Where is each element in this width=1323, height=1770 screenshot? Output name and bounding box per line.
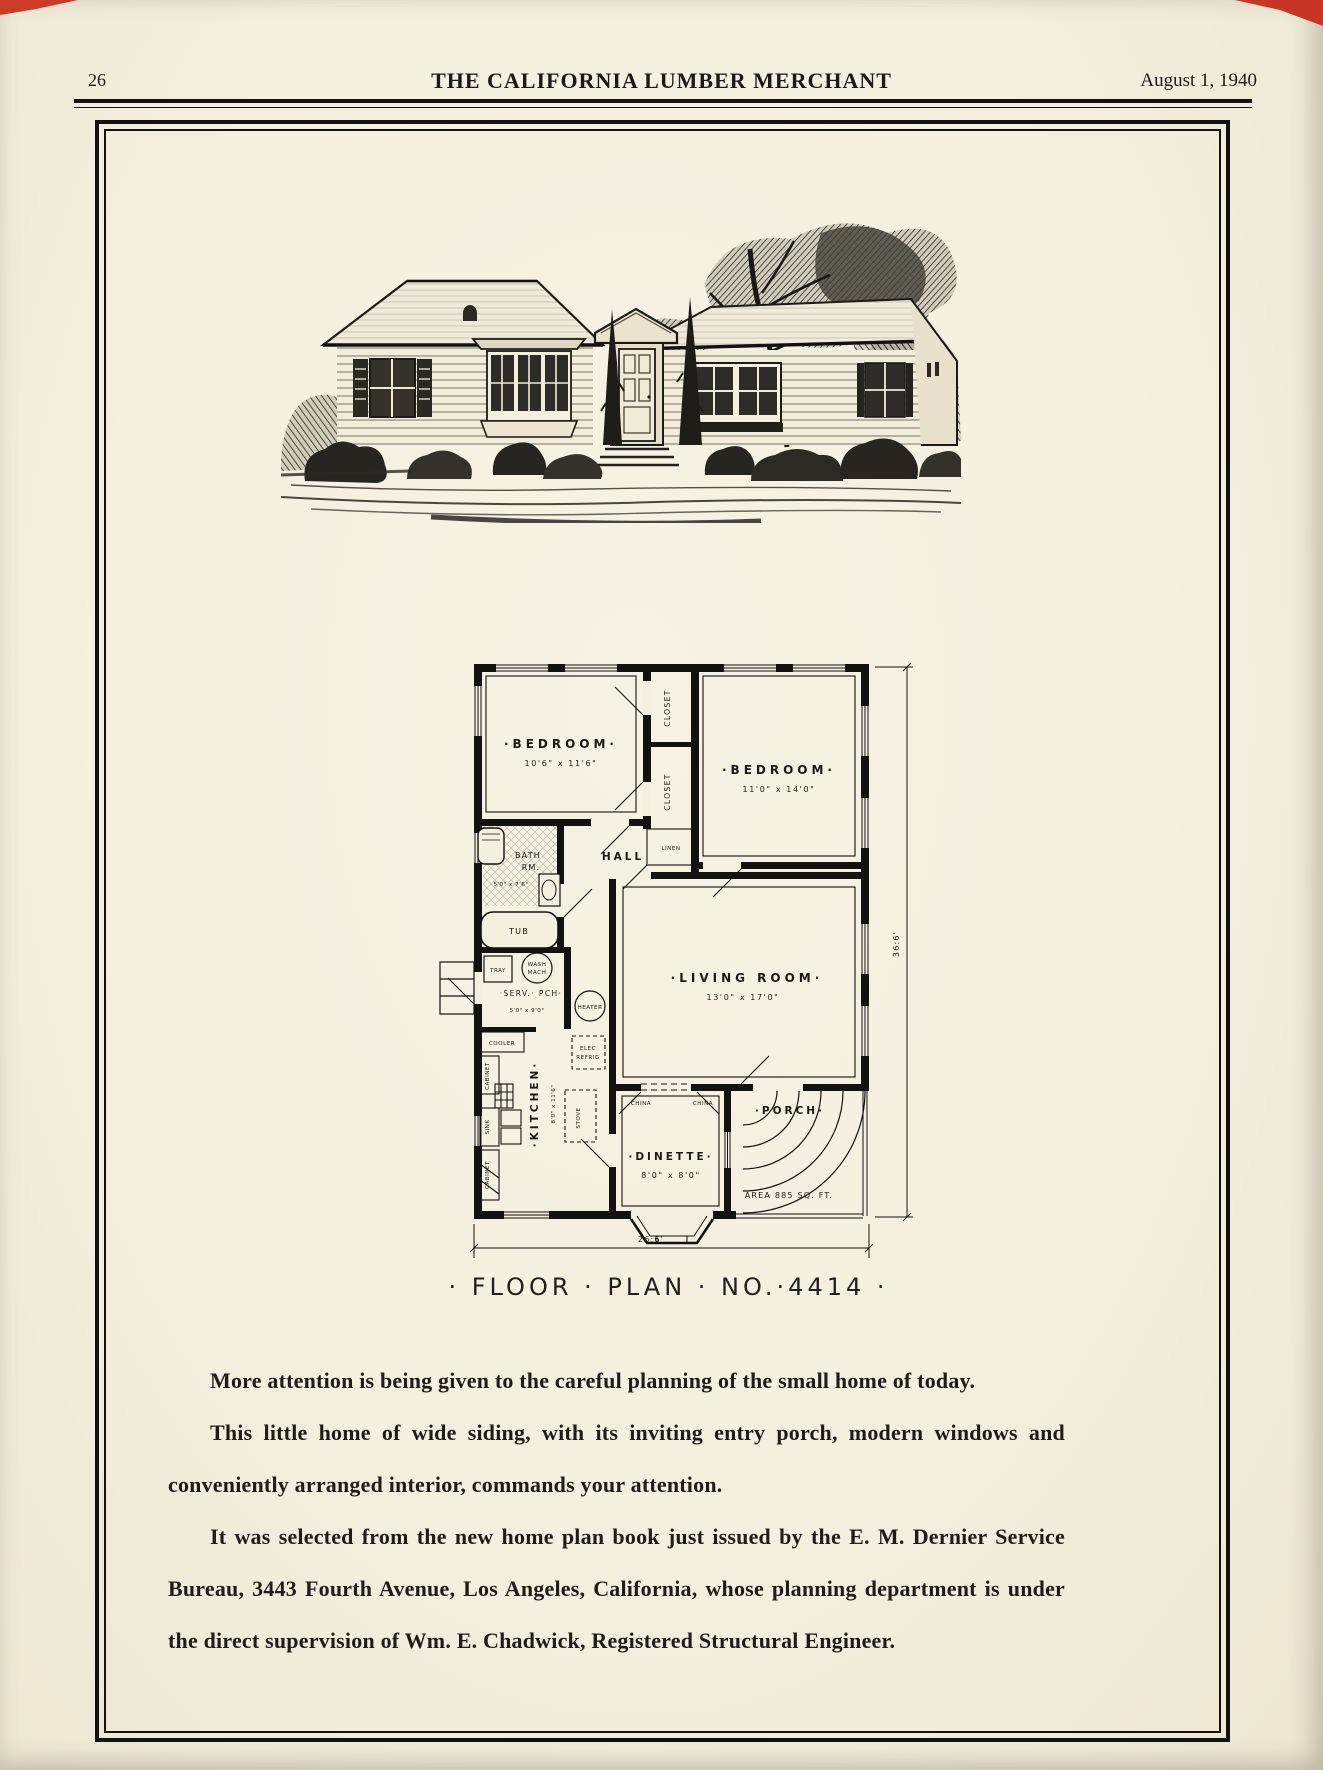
article-paragraph-2: This little home of wide siding, with its inviting entry porch, modern windows and conveniently arranged interior, commands your attention.: [168, 1420, 1065, 1497]
cabinet-upper-label: CABINET: [484, 1062, 491, 1090]
far-right-window: [857, 363, 913, 417]
left-block: [323, 281, 603, 445]
dinette-label: ·DINETTE·: [627, 1151, 714, 1163]
depth-dimension: 36:6': [891, 930, 901, 958]
entry-steps: [595, 449, 679, 465]
bay-window: [473, 339, 585, 437]
heater-label: HEATER: [577, 1005, 602, 1011]
cabinet-lower-label: CABINET: [484, 1161, 491, 1189]
article-paragraph-3: It was selected from the new home plan book just issued by the E. M. Dernier Service Bureau, 3443 Fourth Avenue, Los Angeles, California, whose planning department is under the direct supervision of Wm. E. Chadwick, Registered Structural Engineer.: [168, 1524, 1065, 1653]
article-text: [168, 1355, 1065, 1667]
bath-label-1: BATH: [514, 851, 541, 860]
living-room-dims: 13'0" x 17'0": [706, 993, 779, 1002]
plate-content: [106, 131, 1219, 1731]
bath-dims: 5'0" x 7'6": [493, 882, 528, 888]
kitchen-label: ·KITCHEN·: [528, 1060, 541, 1148]
china-right-label: CHINA: [692, 1101, 713, 1107]
living-room-label: ·LIVING ROOM·: [670, 971, 823, 985]
bedroom-left-dims: 10'6" x 11'6": [524, 759, 597, 768]
linen-label: LINEN: [660, 846, 681, 852]
bedroom-right-label: ·BEDROOM·: [721, 763, 836, 777]
page-number: 26: [88, 70, 106, 90]
width-dimension: 26:6': [637, 1235, 664, 1244]
publication-title: THE CALIFORNIA LUMBER MERCHANT: [431, 68, 892, 93]
plate-frame: [95, 120, 1230, 1742]
header-rule-heavy: [74, 99, 1252, 103]
sink-label: SINK: [484, 1119, 491, 1135]
refrigerator-label-2: REFRIG: [575, 1055, 600, 1061]
header-rule-thin: [74, 107, 1252, 108]
china-left-label: CHINA: [630, 1101, 651, 1107]
refrigerator-label-1: ELEC: [579, 1046, 596, 1052]
floor-plan-caption: · FLOOR · PLAN · NO.·4414 ·: [448, 1273, 889, 1301]
cooler-label: COOLER: [488, 1041, 515, 1047]
bedroom-left-label: ·BEDROOM·: [503, 737, 618, 751]
kitchen-dims: 8'0" x 11'6": [550, 1084, 557, 1124]
plate-frame-inner: [104, 129, 1221, 1733]
entry-canopy: [595, 309, 677, 343]
service-porch-label: ·SERV.· PCH·: [499, 989, 562, 998]
dinette-details: [619, 1092, 719, 1243]
dinette-dims: 8'0" x 8'0": [640, 1171, 701, 1180]
area-label: AREA 885 SQ. FT.: [744, 1191, 833, 1200]
bath-label-2: RM.: [521, 863, 540, 872]
floor-plan: [431, 634, 931, 1269]
tray-label: TRAY: [489, 968, 506, 974]
right-window-pair: [689, 363, 783, 432]
article-paragraph-1: More attention is being given to the careful planning of the small home of today.: [210, 1368, 976, 1393]
page-header: [0, 0, 1323, 112]
stove-label: STOVE: [575, 1107, 582, 1129]
bedroom-right-dims: 11'0" x 14'0": [742, 785, 815, 794]
washer-label-2: MACH: [527, 970, 546, 976]
closet-bottom-label: CLOSET: [662, 773, 672, 811]
issue-date: August 1, 1940: [1140, 70, 1257, 91]
service-porch-dims: 5'0" x 9'0": [509, 1008, 544, 1014]
house-illustration-svg: [281, 213, 961, 523]
tub-label: TUB: [508, 927, 529, 936]
attic-vent: [463, 305, 477, 321]
house-illustration: [281, 213, 961, 528]
floor-plan-svg: [431, 634, 931, 1264]
hall-label: HALL: [601, 851, 644, 863]
shuttered-window: [353, 359, 432, 417]
closet-top-label: CLOSET: [662, 689, 672, 727]
porch-label: ·PORCH·: [754, 1105, 825, 1117]
washer-label-1: WASH: [527, 962, 546, 968]
